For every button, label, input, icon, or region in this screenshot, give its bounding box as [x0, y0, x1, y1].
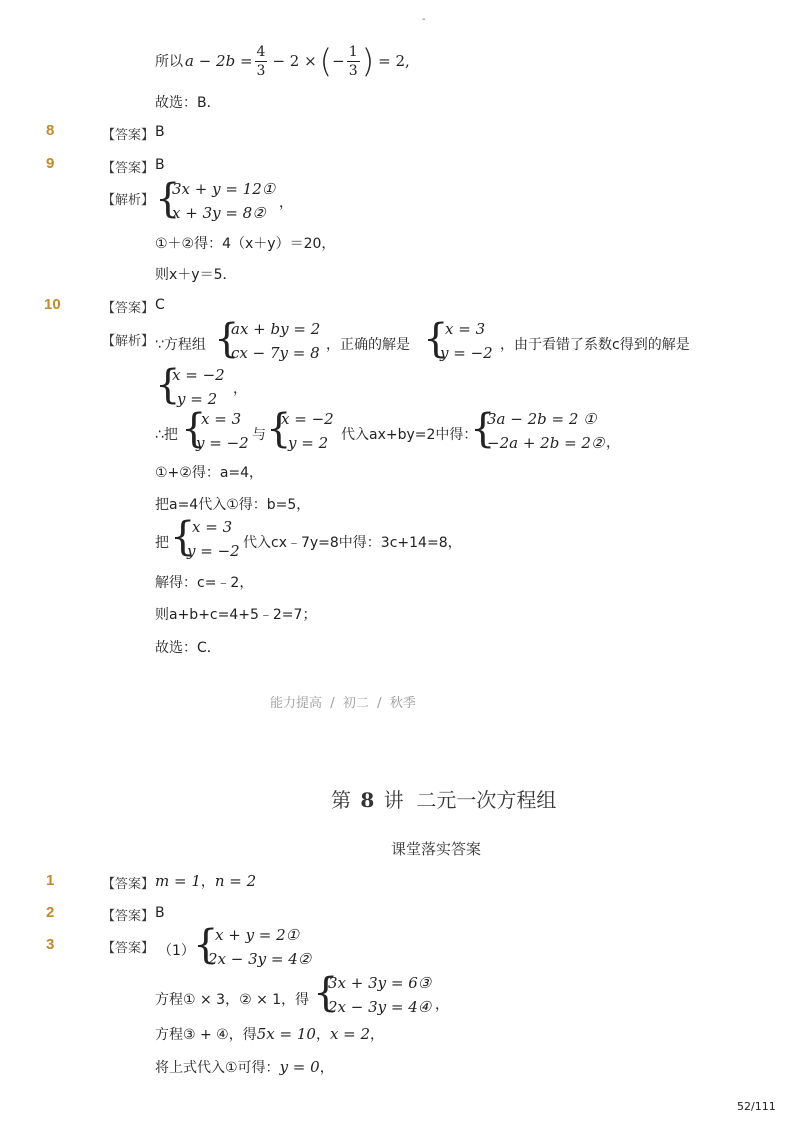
analysis-text: ，正确的解是 [326, 337, 410, 353]
equation-line: x = −2 [281, 410, 334, 428]
fraction-numerator: 1 [348, 43, 358, 60]
analysis-step: ①＋②得：4（x＋y）＝20， [155, 236, 336, 252]
fraction-sign: − [332, 52, 345, 70]
answer-tag: 【答案】 [102, 909, 155, 924]
equation-line: x = 3 [192, 518, 233, 536]
question-number-2: 2 [46, 904, 55, 921]
equation-system [423, 318, 503, 366]
equation-line: y = −2 [196, 434, 249, 452]
left-brace: { [423, 316, 449, 362]
equation-line: cx − 7y = 8 [231, 344, 320, 362]
analysis-step [155, 1057, 334, 1077]
equation-system [313, 972, 453, 1020]
intro-expr-end: = 2, [378, 52, 410, 70]
answer-m: m = 1 [155, 872, 201, 890]
left-brace: { [181, 406, 207, 452]
page-number: 52/111 [737, 1100, 776, 1113]
equation-system [170, 516, 246, 564]
lecture-title [331, 784, 556, 813]
answer-tag: 【答案】 [102, 128, 155, 143]
equation-line: x + y = 2① [215, 926, 300, 944]
equation-line: −2a + 2b = 2② [487, 434, 605, 452]
step-expr: x = 2 [329, 1025, 371, 1043]
equation-system [214, 318, 324, 366]
analysis-text: 与 [252, 427, 266, 443]
running-footer: 能力提高 / 初二 / 秋季 [270, 696, 416, 711]
equation-line: y = 2 [177, 390, 218, 408]
answer-value [155, 871, 256, 891]
equation-line: 3x + 3y = 6③ [328, 974, 432, 992]
analysis-tag: 【解析】 [102, 193, 155, 208]
intro-prefix: 所以 [155, 54, 183, 70]
punctuation: ， [435, 997, 449, 1013]
equation-system [155, 364, 245, 412]
step-expr: 5x = 10 [256, 1025, 316, 1043]
part-label: （1） [158, 943, 195, 959]
step-prefix: 方程③ + ④，得 [155, 1027, 257, 1043]
step-prefix: 将上式代入①可得： [155, 1060, 280, 1076]
right-paren: ) [361, 42, 375, 80]
step-tail: ， [319, 1060, 334, 1076]
step-expr: y = 0 [279, 1058, 320, 1076]
left-brace: { [266, 406, 292, 452]
left-brace: { [170, 514, 196, 560]
analysis-step: 故选：C． [155, 640, 221, 656]
analysis-step: 解得：c=﹣2， [155, 575, 254, 591]
fraction-denominator: 3 [256, 62, 266, 79]
fraction-denominator: 3 [348, 62, 358, 79]
analysis-text: ∴把 [155, 427, 178, 443]
equation-system [266, 408, 342, 456]
fraction-four-thirds [255, 43, 268, 80]
left-brace: { [470, 406, 496, 452]
fraction-one-third [347, 43, 360, 80]
analysis-step: 把a=4代入①得：b=5， [155, 497, 311, 513]
left-brace: { [155, 176, 181, 222]
lecture-number: 8 [360, 788, 375, 812]
intro-expr-mid: − 2 × [272, 52, 317, 70]
equation-line: x + 3y = 8② [172, 204, 266, 222]
punctuation: ， [606, 435, 620, 451]
equation-line: y = −2 [440, 344, 493, 362]
intro-line-1 [155, 38, 410, 84]
intro-line-2: 故选：B． [155, 95, 221, 111]
intro-expr-a: a − 2b = [185, 52, 253, 70]
left-brace: { [313, 970, 339, 1016]
top-mark: - [422, 14, 426, 25]
left-brace: { [214, 316, 240, 362]
equation-system [193, 924, 323, 972]
analysis-step [155, 1024, 384, 1044]
analysis-step: 则a+b+c=4+5﹣2=7； [155, 607, 317, 623]
lecture-title-suffix: 讲 二元一次方程组 [383, 788, 557, 812]
equation-system [181, 408, 255, 456]
answer-tag: 【答案】 [102, 301, 155, 316]
section-subtitle: 课堂落实答案 [391, 840, 482, 858]
answer-tag: 【答案】 [102, 877, 155, 892]
equation-line: x = −2 [172, 366, 225, 384]
left-brace: { [155, 362, 181, 408]
question-number-8: 8 [46, 122, 55, 139]
equation-line: 3a − 2b = 2 ① [487, 410, 597, 428]
answer-tag: 【答案】 [102, 161, 155, 176]
left-paren: ( [319, 42, 333, 80]
equation-line: 2x − 3y = 4④ [328, 998, 432, 1016]
answer-value: B [155, 157, 165, 173]
analysis-step: ①+②得：a=4， [155, 465, 264, 481]
lecture-title-prefix: 第 [331, 788, 351, 812]
answer-value: B [155, 124, 165, 140]
equation-line: x = 3 [201, 410, 242, 428]
equation-system [155, 178, 295, 226]
question-number-9: 9 [46, 155, 55, 172]
analysis-text: 方程① × 3，② × 1，得 [155, 992, 310, 1008]
step-tail: ， [370, 1027, 385, 1043]
equation-line: ax + by = 2 [231, 320, 321, 338]
punctuation: ， [279, 195, 293, 211]
answer-value: C [155, 297, 165, 313]
equation-line: 2x − 3y = 4② [208, 950, 312, 968]
equation-line: x = 3 [445, 320, 486, 338]
analysis-step: 则x＋y＝5． [155, 267, 237, 283]
fraction-numerator: 4 [256, 43, 266, 60]
equation-line: y = 2 [288, 434, 329, 452]
answer-value: B [155, 905, 165, 921]
equation-line: y = −2 [187, 542, 240, 560]
step-separator: ， [315, 1027, 330, 1043]
equation-system [470, 408, 620, 456]
analysis-text: 把 [155, 535, 169, 551]
punctuation: ， [233, 381, 247, 397]
equation-line: 3x + y = 12① [172, 180, 276, 198]
answer-tag: 【答案】 [102, 941, 155, 956]
analysis-text: 代入cx﹣7y=8中得：3c+14=8， [243, 535, 462, 551]
analysis-text: 代入ax+by=2中得： [341, 427, 478, 443]
analysis-tag: 【解析】 [102, 334, 155, 349]
answer-n: n = 2 [214, 872, 257, 890]
question-number-10: 10 [44, 296, 61, 313]
answer-separator: ， [200, 874, 215, 890]
question-number-1: 1 [46, 872, 55, 889]
analysis-text: ∵方程组 [155, 337, 206, 353]
question-number-3: 3 [46, 936, 55, 953]
left-brace: { [193, 922, 219, 968]
analysis-text: ，由于看错了系数c得到的解是 [500, 337, 690, 353]
